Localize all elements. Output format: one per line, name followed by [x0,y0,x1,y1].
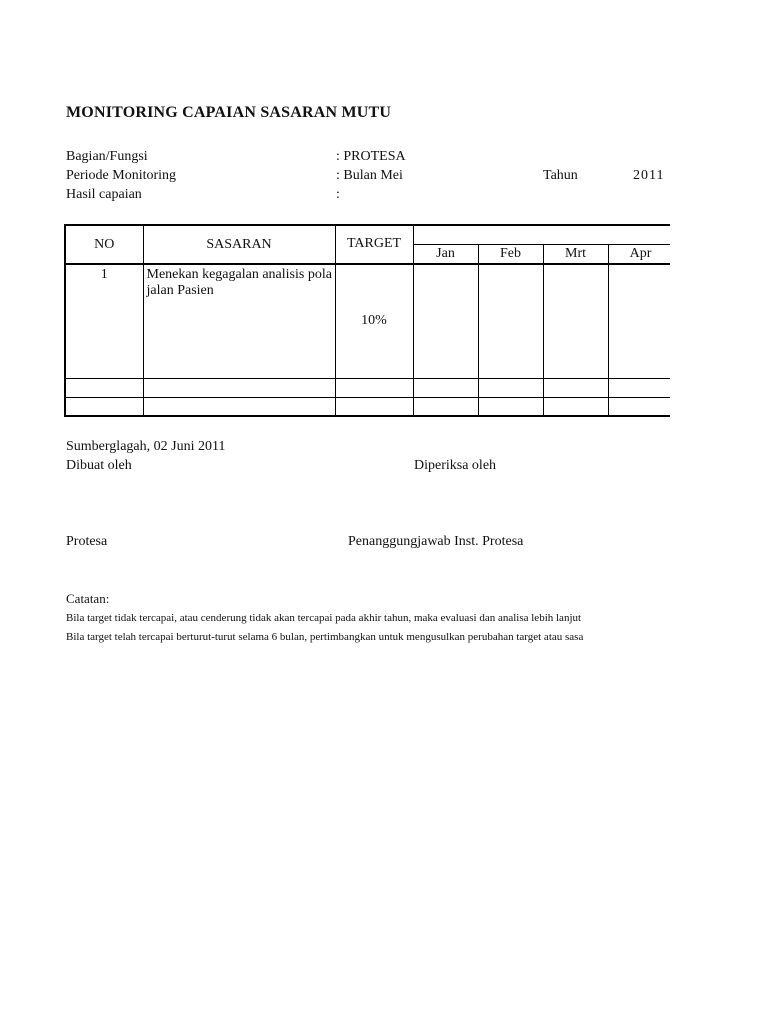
bagian-label: Bagian/Fungsi [66,149,148,164]
signer-right: Penanggungjawab Inst. Protesa [348,534,524,549]
row-1-apr [608,264,670,378]
notes-label: Catatan: [66,591,110,606]
header-month-apr: Apr [608,244,670,264]
hasil-value: : [336,187,340,202]
row-empty-2-mrt [543,397,608,416]
place-date: Sumberglagah, 02 Juni 2011 [66,439,226,454]
row-1-jan [413,264,478,378]
row-empty-2-sasaran [143,397,335,416]
header-no: NO [65,225,143,264]
row-empty-1-no [65,378,143,397]
document-title: MONITORING CAPAIAN SASARAN MUTU [66,104,392,121]
row-empty-2-no [65,397,143,416]
signer-left: Protesa [66,534,108,549]
periode-value: : Bulan Mei [336,168,403,183]
row-empty-1-jan [413,378,478,397]
row-empty-1-feb [478,378,543,397]
header-sasaran: SASARAN [143,225,335,264]
note-line-1: Bila target tidak tercapai, atau cenderung tidak akan tercapai pada akhir tahun, maka evaluasi dan analisa lebih lanjut [66,612,582,624]
header-month-mrt: Mrt [543,244,608,264]
row-empty-2-apr [608,397,670,416]
dibuat-oleh-label: Dibuat oleh [66,458,132,473]
row-1-sasaran: Menekan kegagalan analisis pola jalan Pasien [143,264,335,378]
tahun-value: 2011 [633,168,665,183]
row-1-target: 10% [335,264,413,378]
hasil-label: Hasil capaian [66,187,142,202]
row-empty-2-jan [413,397,478,416]
header-month-jan: Jan [413,244,478,264]
monitoring-table [64,224,670,418]
diperiksa-oleh-label: Diperiksa oleh [414,458,497,473]
row-empty-1-sasaran [143,378,335,397]
header-month-feb: Feb [478,244,543,264]
row-empty-1-target [335,378,413,397]
header-target: TARGET [335,225,413,264]
periode-label: Periode Monitoring [66,168,177,183]
row-1-no: 1 [65,264,143,378]
tahun-label: Tahun [543,168,578,183]
row-empty-2-feb [478,397,543,416]
row-1-mrt [543,264,608,378]
bagian-value: : PROTESA [336,149,406,164]
header-months-group [413,225,670,244]
row-empty-2-target [335,397,413,416]
row-1-feb [478,264,543,378]
row-empty-1-mrt [543,378,608,397]
note-line-2: Bila target telah tercapai berturut-turut selama 6 bulan, pertimbangkan untuk mengusulkan perubahan target atau sasa [66,631,584,643]
row-empty-1-apr [608,378,670,397]
